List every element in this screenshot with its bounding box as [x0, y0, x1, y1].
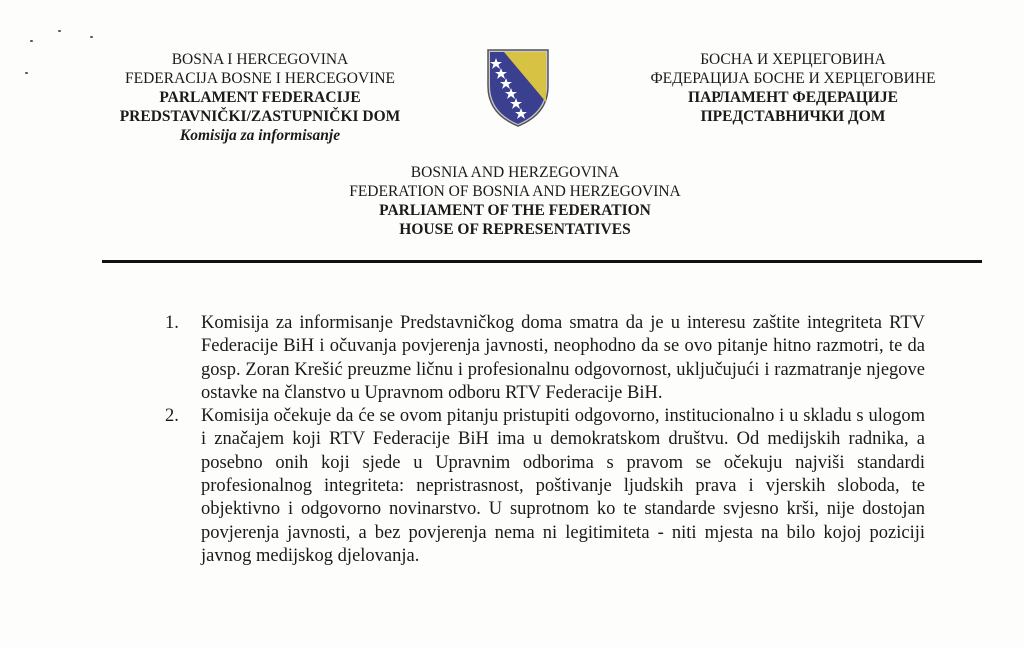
- header-center-line-3: PARLIAMENT OF THE FEDERATION: [379, 202, 651, 219]
- list-item-text: Komisija očekuje da će se ovom pitanju pristupiti odgovorno, institucionalno i u skladu s ulogom i značajem koji RTV Federacije BiH ima u demokratskom društvu. Od medijskih radnika, a posebno onih koji sjede u Upravnim odborima s pravom se očekuju najviši standardi profesionalnog integriteta: nepristrasnost, poštivanje ljudskih prava i vjerskih sloboda, te objektivno i odgovorno novinarstvo. U suprotnom ko te standarde svjesno krši, nije dostojan povjerenja javnosti, a bez povjerenja nema ni legitimiteta - niti mjesta na bilo kojoj poziciji javnog medijskog djelovanja.: [201, 406, 925, 566]
- header-center-line-1: BOSNIA AND HERZEGOVINA: [410, 164, 620, 181]
- list-item-number: 1.: [165, 313, 179, 333]
- list-item-text: Komisija za informisanje Predstavničkog doma smatra da je u interesu zaštite integriteta RTV Federacije BiH i očuvanja povjerenja javnosti, neophodno da se ovo pitanje hitno razmotri, te da gosp. Zoran Krešić preuzme ličnu i profesionalnu odgovornost, uključujući i razmatranje njegove ostavke na članstvo u Upravnom odboru RTV Federacije BiH.: [201, 313, 925, 403]
- committee-name: Komisija za informisanje: [179, 127, 341, 144]
- header-left-line-1: BOSNA I HERCEGOVINA: [171, 51, 349, 68]
- header-right-line-1: БОСНА И ХЕРЦЕГОВИНА: [700, 51, 886, 68]
- header-center-block: [300, 163, 730, 239]
- header-right-line-4: ПРЕДСТАВНИЧКИ ДОМ: [700, 108, 886, 125]
- header-divider: [102, 260, 982, 263]
- numbered-list: [165, 312, 925, 568]
- scan-speck: [58, 30, 61, 32]
- coat-of-arms-icon: [484, 46, 552, 128]
- header-right-line-2: ФЕДЕРАЦИЈА БОСНЕ И ХЕРЦЕГОВИНЕ: [650, 70, 936, 87]
- header-left-line-2: FEDERACIJA BOSNE I HERCEGOVINE: [125, 70, 395, 87]
- header-left-block: [95, 50, 425, 145]
- scan-speck: [30, 40, 33, 42]
- scan-speck: [90, 36, 93, 38]
- list-item: [165, 312, 925, 405]
- header-right-line-3: ПАРЛАМЕНТ ФЕДЕРАЦИЈЕ: [688, 89, 898, 106]
- header-left-line-3: PARLAMENT FEDERACIJE: [159, 89, 361, 106]
- scan-speck: [25, 72, 28, 74]
- list-item: [165, 405, 925, 568]
- header-center-line-4: HOUSE OF REPRESENTATIVES: [399, 221, 631, 238]
- header-right-block: [618, 50, 968, 126]
- list-item-number: 2.: [165, 406, 179, 427]
- header-left-line-4: PREDSTAVNIČKI/ZASTUPNIČKI DOM: [119, 108, 401, 125]
- header-center-line-2: FEDERATION OF BOSNIA AND HERZEGOVINA: [349, 183, 681, 200]
